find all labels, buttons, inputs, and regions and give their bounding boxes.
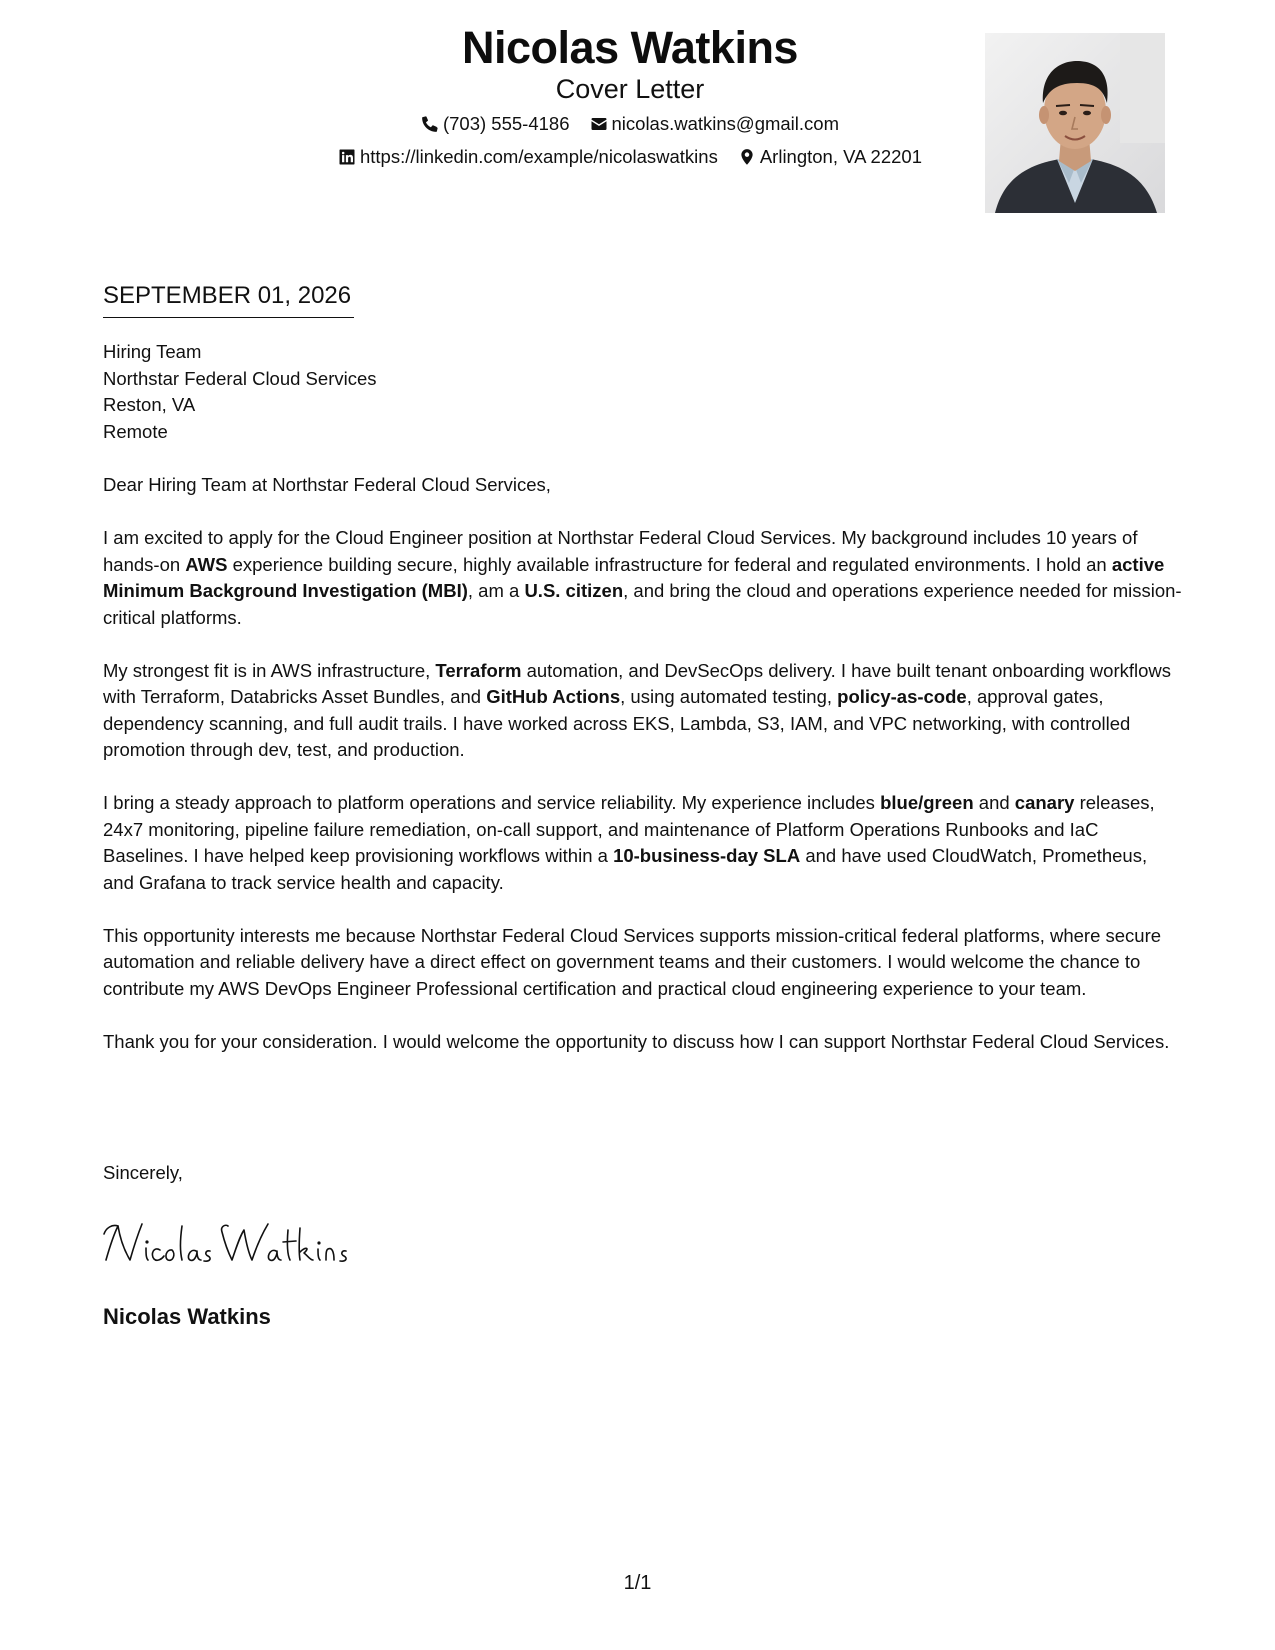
text-run: , approval gates, dependency scanning, and full audit trails. I have worked across EKS, Lambda, S3, IAM, and VPC networking, with controlled promotion through dev, test, and production. [103,686,1131,760]
contact-linkedin [338,145,718,169]
page-number: 1/1 [623,1572,652,1594]
bold-text: canary [1014,792,1075,813]
linkedin-icon [338,148,356,166]
contact-phone [421,112,570,136]
bold-text: 10-business-day SLA [613,845,801,866]
salutation: Dear Hiring Team at Northstar Federal Cloud Services, [103,474,551,495]
text-run: , and bring the cloud and operations experience needed for mission-critical platforms. [103,580,1182,628]
text-run: I am excited to apply for the Cloud Engineer position at Northstar Federal Cloud Services. My background includes 10 years of hands-on [103,527,1138,575]
paragraph-4: This opportunity interests me because Northstar Federal Cloud Services supports mission-critical federal platforms, where secure automation and reliable delivery have a direct effect on government teams and their customers. I would welcome the chance to contribute my AWS DevOps Engineer Professional certification and practical cloud engineering experience to your team. [103,924,1162,999]
text-run: automation, and DevSecOps delivery. I have built tenant onboarding workflows with Terraform, Databricks Asset Bundles, and [103,659,1172,707]
paragraph-2 [103,658,1183,764]
letter-date: SEPTEMBER 01, 2026 [103,281,354,318]
text-run: I bring a steady approach to platform operations and service reliability. My experience includes [103,792,881,813]
letter-body [103,472,1183,1082]
contact-location [738,145,922,169]
text-run: , using automated testing, [620,686,838,707]
closing: Sincerely, [103,1162,183,1183]
paragraph-3 [103,790,1183,896]
phone-icon [421,115,439,133]
paragraph-1 [103,525,1183,631]
profile-photo [985,33,1165,213]
recipient-line: Hiring Team [103,341,202,362]
paragraph-5: Thank you for your consideration. I would welcome the opportunity to discuss how I can support Northstar Federal Cloud Services. [103,1030,1170,1052]
location-text: Arlington, VA 22201 [759,146,922,167]
bold-text: policy-as-code [837,686,967,707]
letter-date-block [103,281,354,318]
document-subtitle: Cover Letter [555,74,705,104]
bold-text: AWS [185,553,228,575]
envelope-icon [590,115,608,133]
phone-text[interactable]: (703) 555-4186 [442,113,570,134]
bold-text: blue/green [880,792,974,813]
text-run: experience building secure, highly available infrastructure for federal and regulated environments. I hold an [227,553,1112,575]
text-run: and have used CloudWatch, Prometheus, and Grafana to track service health and capacity. [103,845,1148,893]
text-run: , am a [467,580,525,601]
linkedin-link[interactable]: https://linkedin.com/example/nicolaswatkins [359,146,718,167]
contact-email [590,112,840,136]
recipient-line: Reston, VA [103,394,196,415]
signer-name: Nicolas Watkins [103,1304,271,1329]
recipient-line: Remote [103,420,168,442]
bold-text: U.S. citizen [524,580,624,601]
applicant-name: Nicolas Watkins [462,22,798,73]
recipient-address [103,339,377,445]
text-run: releases, 24x7 monitoring, pipeline failure remediation, on-call support, and maintenance of Platform Operations Runbooks and IaC Baselines. I have helped keep provisioning workflows within a [103,792,1155,866]
handwritten-signature [100,1216,370,1272]
bold-text: active Minimum Background Investigation (MBI) [103,553,1165,601]
bold-text: GitHub Actions [486,686,621,707]
bold-text: Terraform [435,659,522,681]
map-pin-icon [738,148,756,166]
email-link[interactable]: nicolas.watkins@gmail.com [611,113,839,134]
text-run: and [973,792,1015,813]
recipient-line: Northstar Federal Cloud Services [103,367,377,389]
text-run: My strongest fit is in AWS infrastructure, [103,659,436,681]
